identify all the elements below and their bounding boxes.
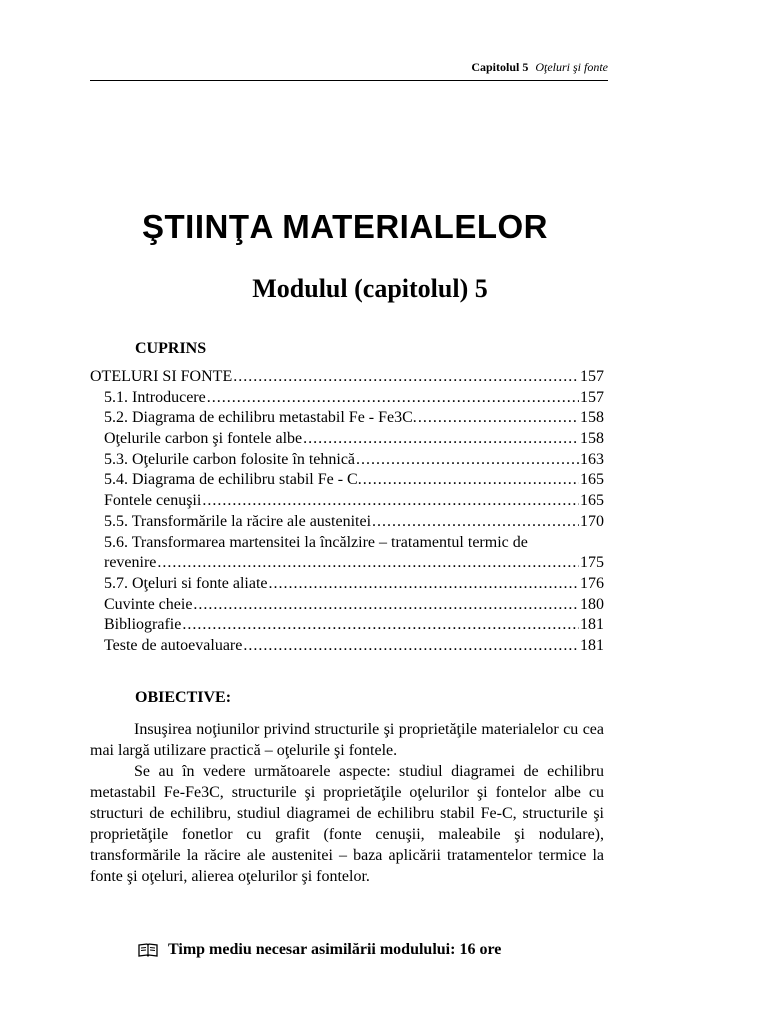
toc-entry-label: Oţelurile carbon şi fontele albe — [104, 430, 303, 448]
toc-entry-label: 5.7. Oţeluri si fonte aliate — [104, 574, 268, 592]
toc-entry[interactable] — [90, 513, 604, 534]
page-header — [90, 60, 608, 81]
book-icon — [138, 942, 158, 958]
toc-entry-label: 5.6. Transformarea martensitei la încălzire – tratamentul termic de — [104, 533, 528, 551]
toc-entry-label: 5.4. Diagrama de echilibru stabil Fe - C. — [104, 471, 362, 489]
toc-entry-label: OTELURI SI FONTE — [90, 368, 233, 385]
toc-entry-label: 5.5. Transformările la răcire ale austenitei — [104, 512, 372, 530]
toc-entry-page: 158 — [580, 430, 604, 448]
toc-entry-label: Fontele cenuşii — [104, 492, 202, 510]
toc-entry[interactable] — [90, 471, 604, 492]
header-chapter: Capitolul 5 — [471, 60, 529, 74]
objectives-paragraph: Se au în vedere următoarele aspecte: studiul diagramei de echilibru metastabil Fe-Fe3C, structurile şi proprietăţile oţelurilor şi fontelor albe cu structuri de echilibru, studiul diagramei de echilibru stabil Fe-C, structurile şi proprietăţile fonetlor cu grafit (fonte cenuşii, maleabile şi nodulare), transformările la răcire ale austenitei – baza aplicării tratamentelor termice la fonte şi oţeluri, alierea oţelurilor şi fontelor. — [90, 763, 604, 885]
toc-entry-page: 158 — [580, 409, 604, 427]
toc-entry-label: Teste de autoevaluare — [104, 636, 243, 654]
toc-entry[interactable] — [90, 596, 604, 617]
toc-entry-label: 5.1. Introducere — [104, 388, 206, 406]
toc-entry-label: 5.2. Diagrama de echilibru metastabil Fe - Fe3C. — [104, 409, 417, 427]
toc-heading: CUPRINS — [135, 340, 207, 357]
toc-entry-label: Cuvinte cheie — [104, 595, 193, 613]
toc-entry[interactable] — [90, 616, 604, 637]
toc-entry-page: 157 — [580, 388, 604, 406]
toc-entry-page: 165 — [580, 492, 604, 510]
toc-entry-page: 180 — [580, 595, 604, 613]
table-of-contents — [90, 368, 604, 658]
toc-entry-label: Bibliografie — [104, 616, 182, 634]
toc-entry[interactable] — [90, 430, 604, 451]
toc-entry-label: 5.3. Oţelurile carbon folosite în tehnică — [104, 450, 356, 468]
objectives-paragraph: Insuşirea noţiunilor privind structurile şi proprietăţile materialelor cu cea mai largă utilizare practică – oţelurile şi fontele. — [90, 721, 604, 759]
toc-entry[interactable] — [90, 575, 604, 596]
module-title: Modulul (capitolul) 5 — [252, 274, 488, 303]
toc-entry-continuation[interactable] — [90, 554, 604, 575]
study-time-text: Timp mediu necesar asimilării modulului: 16 ore — [168, 941, 502, 958]
toc-entry[interactable] — [90, 451, 604, 472]
toc-entry[interactable] — [90, 368, 604, 389]
toc-entry-page: 165 — [580, 471, 604, 489]
toc-entry-page: 170 — [580, 512, 604, 530]
toc-entry-page: 175 — [580, 554, 604, 572]
page-title: ŞTIINŢA MATERIALELOR — [142, 208, 548, 245]
header-subtitle: Oţeluri şi fonte — [535, 60, 608, 74]
toc-entry-page: 163 — [580, 450, 604, 468]
toc-entry[interactable] — [90, 637, 604, 658]
toc-entry[interactable] — [90, 492, 604, 513]
objectives-heading: OBIECTIVE: — [135, 689, 232, 706]
study-time — [138, 941, 501, 959]
toc-entry-page: 157 — [580, 368, 604, 385]
toc-entry[interactable] — [90, 389, 604, 410]
toc-entry-label: revenire — [104, 554, 157, 572]
toc-entry-page: 181 — [580, 636, 604, 654]
toc-entry[interactable] — [90, 409, 604, 430]
toc-entry-page: 181 — [580, 616, 604, 634]
objectives-text — [90, 719, 604, 887]
toc-entry[interactable] — [90, 534, 604, 555]
toc-entry-page: 176 — [580, 574, 604, 592]
